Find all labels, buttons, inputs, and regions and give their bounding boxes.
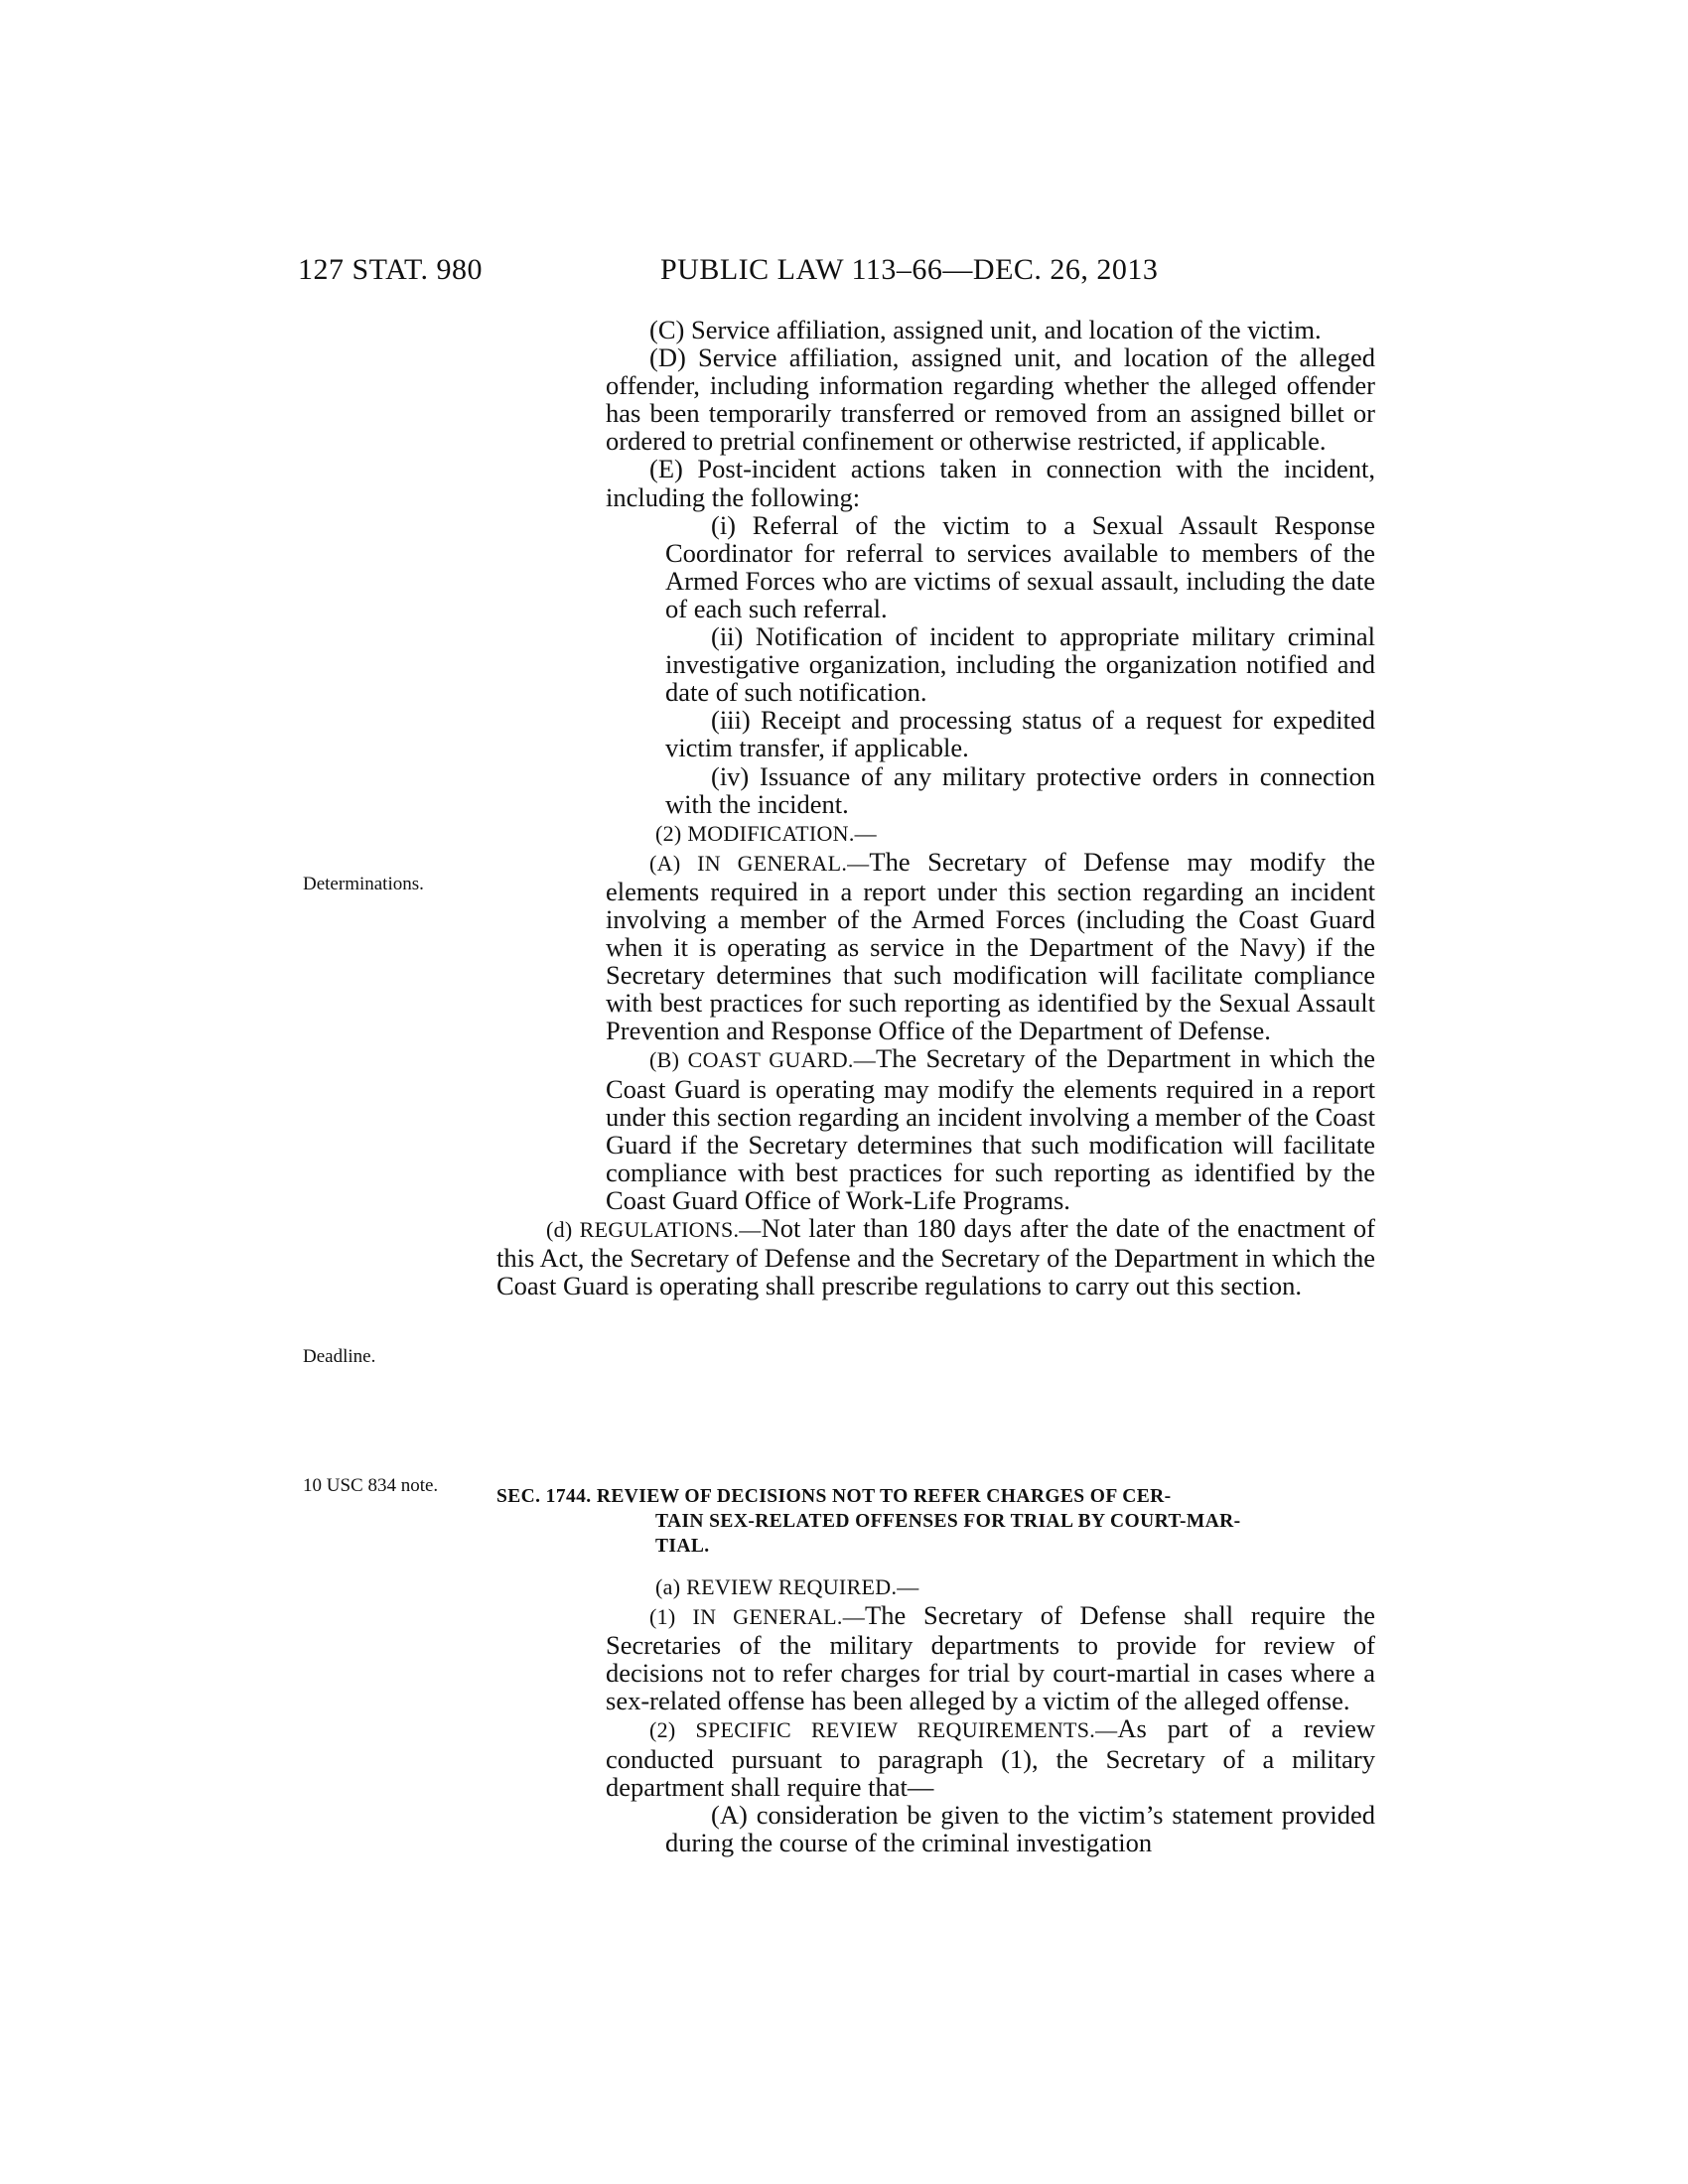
modification-heading <box>546 818 1375 848</box>
paragraph-c: (C) Service affiliation, assigned unit, and location of the victim. <box>649 315 1322 344</box>
paragraph-a2 <box>496 1714 1375 1800</box>
margin-note-usc: 10 USC 834 note. <box>303 1475 439 1496</box>
body-text-block <box>496 316 1375 1299</box>
modification-b-text: The Secretary of the Department in which the Coast Guard is operating may modify the elements required in a report under this section regarding an incident involving a member of the Coast Guard if the Secretary determines that such modification will facilitate compliance with best practices for such reporting as identified by the Coast Guard Office of Work-Life Programs. <box>606 1043 1375 1215</box>
section-heading <box>496 1484 1375 1559</box>
paragraph-d: (D) Service affiliation, assigned unit, and location of the alleged offender, including information regarding whether the alleged offender has been temporarily transferred or removed from an assigned billet or ordered to pretrial confinement or otherwise restricted, if applicable. <box>606 342 1375 457</box>
clause-e-iii: (iii) Receipt and processing status of a request for expedited victim transfer, if applicable. <box>665 705 1375 763</box>
public-law-header: PUBLIC LAW 113–66—DEC. 26, 2013 <box>660 253 1159 286</box>
statute-page-number: 127 STAT. 980 <box>298 253 484 286</box>
section-heading-line-1: SEC. 1744. REVIEW OF DECISIONS NOT TO REFER CHARGES OF CER- <box>496 1486 1172 1507</box>
modification-a <box>496 848 1375 1045</box>
section-heading-line-2: TAIN SEX-RELATED OFFENSES FOR TRIAL BY COURT-MAR- <box>655 1511 1241 1532</box>
modification-a-lead: (A) IN GENERAL.— <box>649 850 870 876</box>
regulations-paragraph <box>496 1214 1375 1299</box>
modification-b-lead: (B) COAST GUARD.— <box>649 1047 877 1073</box>
clause-e-ii: (ii) Notification of incident to appropriate military criminal investigative organization, including the organization notified and date of such notification. <box>665 621 1375 708</box>
section-body-block <box>496 1571 1375 1856</box>
regulations-lead: (d) REGULATIONS.— <box>546 1217 762 1242</box>
paragraph-a1-text: The Secretary of Defense shall require the Secretaries of the military departments to provide for review of decisions not to refer charges for trial by court-martial in cases where a sex-related offense has been alleged by a victim of the alleged offense. <box>606 1600 1375 1716</box>
paragraph-a1 <box>496 1601 1375 1714</box>
review-required-heading <box>546 1571 1375 1601</box>
modification-heading-text: (2) MODIFICATION.— <box>655 820 877 846</box>
modification-b <box>496 1044 1375 1214</box>
margin-note-determinations: Determinations. <box>303 874 424 894</box>
paragraph-a2-text: As part of a review conducted pursuant to paragraph (1), the Secretary of a military department shall require that— <box>606 1713 1375 1802</box>
paragraph-a2-lead: (2) SPECIFIC REVIEW REQUIREMENTS.— <box>649 1717 1118 1743</box>
clause-e-i: (i) Referral of the victim to a Sexual Assault Response Coordinator for referral to services available to members of the Armed Forces who are victims of sexual assault, including the date of each such referral. <box>665 509 1375 623</box>
paragraph-a1-lead: (1) IN GENERAL.— <box>649 1604 866 1630</box>
section-heading-line-3: TIAL. <box>655 1536 710 1557</box>
margin-note-deadline: Deadline. <box>303 1346 376 1367</box>
review-required-heading-text: (a) REVIEW REQUIRED.— <box>655 1574 919 1599</box>
modification-a-text: The Secretary of Defense may modify the elements required in a report under this section regarding an incident involving a member of the Armed Forces (including the Coast Guard when it is operating as service in the Department of the Navy) if the Secretary determines that such modification will facilitate compliance with best practices for such reporting as identified by the Sexual Assault Prevention and Response Office of the Department of Defense. <box>606 846 1375 1046</box>
regulations-text: Not later than 180 days after the date of the enactment of this Act, the Secretary of Defense and the Secretary of the Department in which the Coast Guard is operating shall prescribe regulations to carry out this section. <box>496 1213 1375 1301</box>
paragraph-e: (E) Post-incident actions taken in connection with the incident, including the following: <box>606 454 1375 512</box>
clause-e-iv: (iv) Issuance of any military protective orders in connection with the incident. <box>665 760 1375 819</box>
paragraph-a2-a: (A) consideration be given to the victim’s statement provided during the course of the criminal investigation <box>665 1799 1375 1857</box>
